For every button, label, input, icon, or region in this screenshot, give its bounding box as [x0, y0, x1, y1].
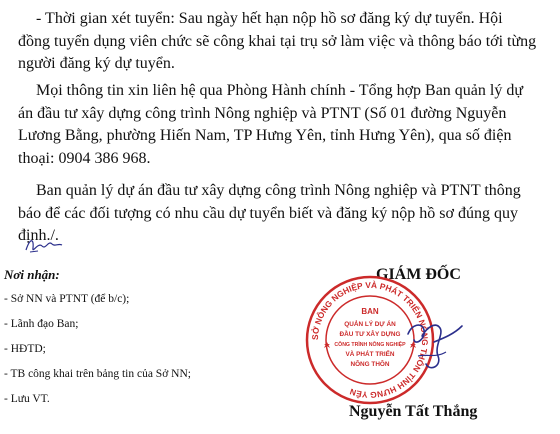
paragraph-exam-time — [18, 8, 546, 76]
signer-title: GIÁM ĐỐC — [376, 266, 461, 283]
text-line: Ban quản lý dự án đầu tư xây dựng công trình Nông nghiệp và PTNT thông — [36, 182, 521, 199]
signer-name: Nguyễn Tất Thắng — [349, 403, 478, 420]
recipient-item: - Lưu VT. — [4, 393, 50, 405]
seal-center-line: ĐẦU TƯ XÂY DỰNG — [339, 331, 401, 338]
seal-center-line: NÔNG THÔN — [350, 361, 390, 368]
text-line: đồng tuyển dụng viên chức sẽ công khai tại trụ sở làm việc và thông báo tới từng — [18, 32, 537, 50]
seal-ring-text: SỞ NÔNG NGHIỆP VÀ PHÁT TRIỂN NÔNG THÔN TỈNH HƯNG YÊN — [309, 279, 431, 401]
text-line: định./. — [18, 227, 59, 244]
text-line: người đăng ký dự tuyển. — [18, 55, 175, 72]
recipient-item: - Sở NN và PTNT (để b/c); — [4, 293, 130, 305]
recipient-item: - Lãnh đạo Ban; — [4, 318, 79, 330]
recipients-list — [4, 266, 304, 415]
recipients-title: Nơi nhận: — [4, 267, 60, 282]
handwritten-signature — [400, 316, 470, 378]
seal-center-line: BAN — [361, 307, 379, 316]
text-line: án đầu tư xây dựng công trình Nông nghiệp và PTNT (Số 01 đường Nguyễn — [18, 104, 507, 122]
text-line: - Thời gian xét tuyển: Sau ngày hết hạn nộp hồ sơ đăng ký dự tuyển. Hội — [36, 10, 503, 27]
recipient-item: - HĐTD; — [4, 343, 46, 355]
recipient-item: - TB công khai trên bảng tin của Sở NN; — [4, 368, 191, 380]
text-line: Mọi thông tin xin liên hệ qua Phòng Hành chính - Tổng hợp Ban quản lý dự — [36, 82, 524, 99]
paragraph-announcement — [18, 180, 546, 248]
initials-mark — [24, 234, 64, 256]
text-line: báo để các đối tượng có nhu cầu dự tuyển biết và đăng ký nộp hồ sơ đúng quy — [18, 204, 518, 222]
seal-center-line: CÔNG TRÌNH NÔNG NGHIỆP — [334, 342, 406, 348]
seal-center-line: QUẢN LÝ DỰ ÁN — [344, 321, 396, 328]
text-line: Lương Bằng, phường Hiến Nam, TP Hưng Yên, tỉnh Hưng Yên), qua số điện — [18, 127, 512, 144]
paragraph-contact — [18, 80, 546, 170]
text-line: thoại: 0904 386 968. — [18, 149, 151, 167]
seal-center-line: VÀ PHÁT TRIỂN — [345, 351, 395, 358]
